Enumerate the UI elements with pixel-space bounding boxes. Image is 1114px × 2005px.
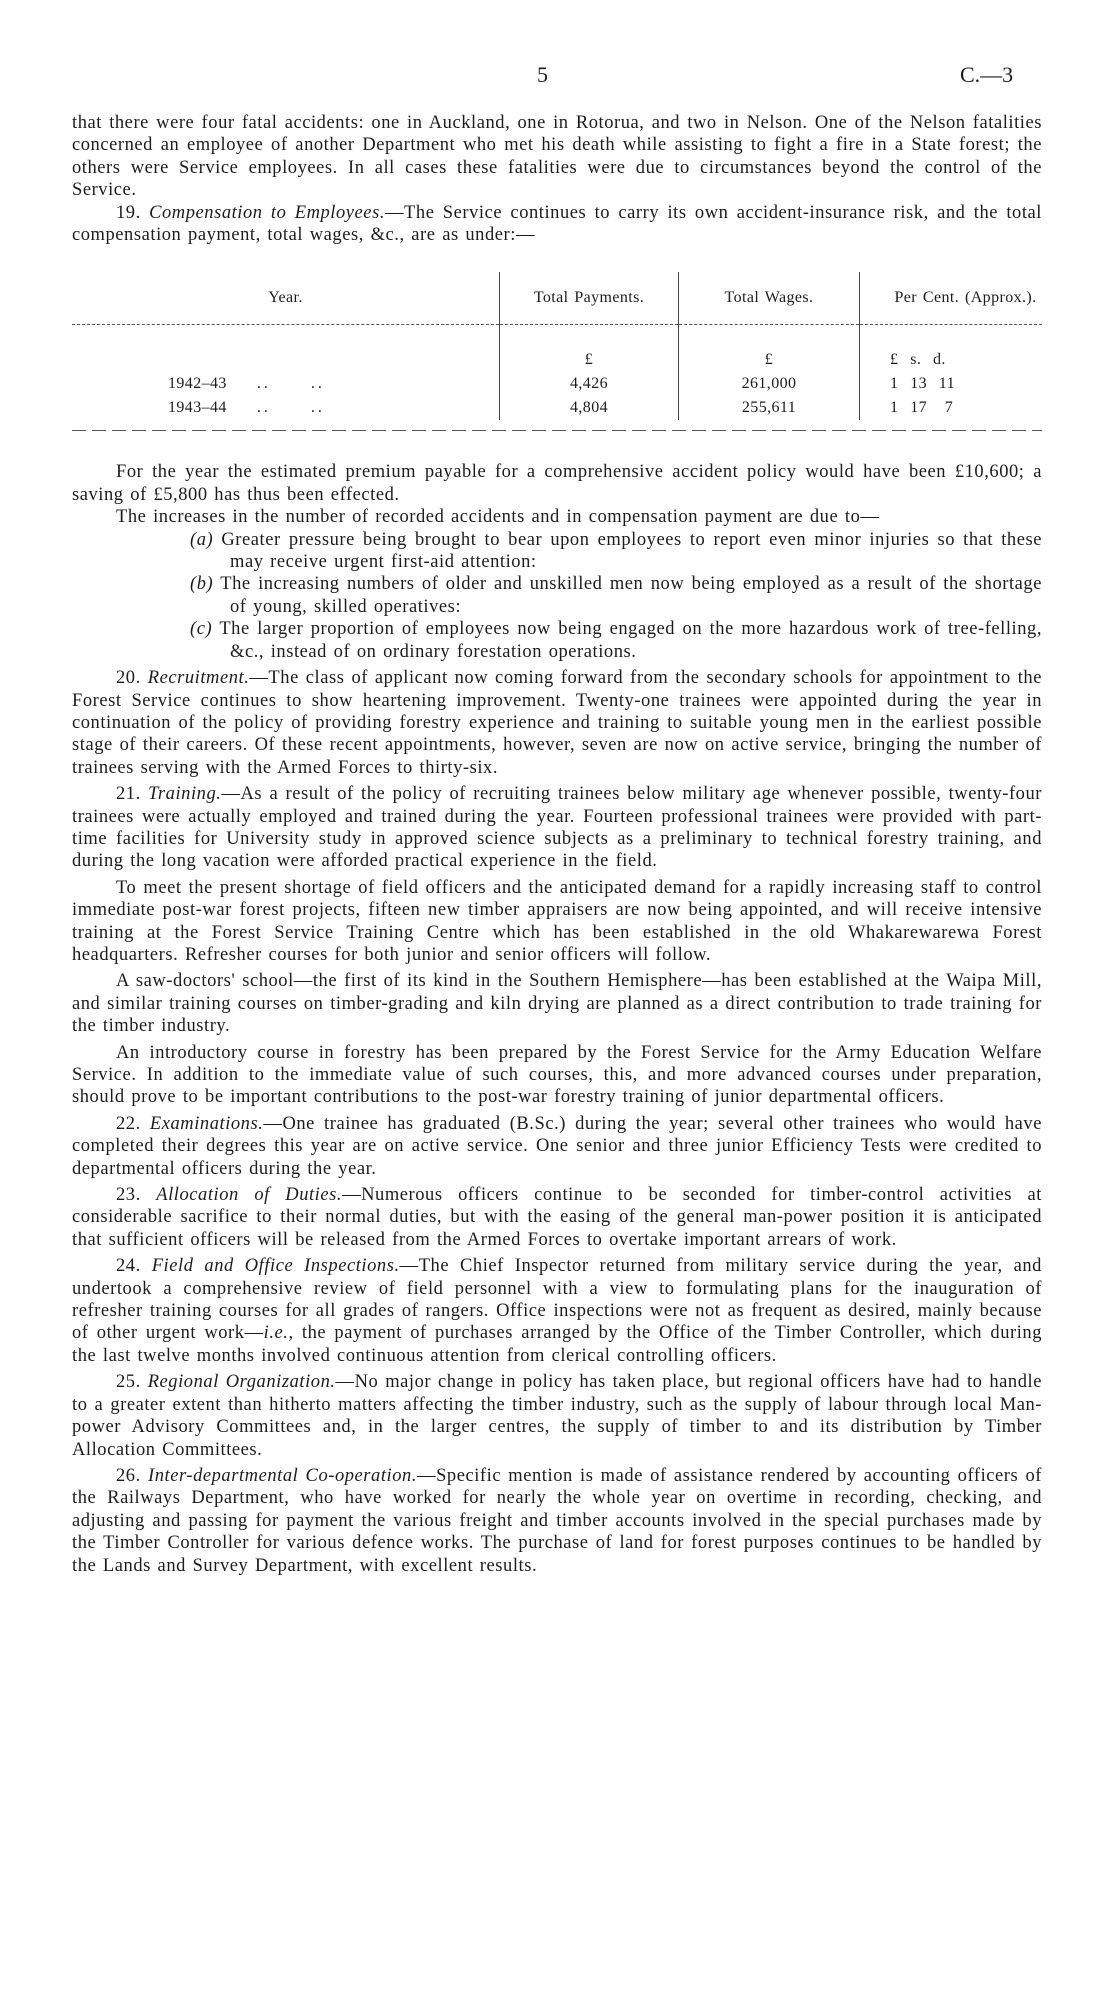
list-item [72, 529, 1042, 574]
table-bottom-rule [72, 430, 1042, 431]
col-header-payments: Total Payments. [500, 272, 679, 325]
section-number: 25. [116, 1372, 141, 1393]
section-heading: Field and Office Inspections. [151, 1256, 400, 1277]
list-text: The larger proportion of employees now being engaged on the more hazardous work of tree-felling, &c., instead of on ordinary forestation operations. [219, 619, 1043, 662]
training-paragraph: To meet the present shortage of field officers and the anticipated demand for a rapidly increasing staff to control immediate post-war forest projects, fifteen new timber appraisers are now being appointed, and will receive intensive training at the Forest Service Training Centre which has been established in the old Whakarewarewa Forest headquarters. Refresher courses for both junior and senior officers will follow. [72, 877, 1042, 965]
section-heading: Examinations. [149, 1113, 264, 1134]
ie-abbreviation: i.e. [263, 1323, 289, 1344]
section-heading: Compensation to Employees. [149, 202, 385, 223]
section-25 [72, 1371, 1042, 1461]
section-21 [72, 783, 1042, 873]
leader-dots: .. [310, 375, 325, 393]
reasons-list [72, 529, 1042, 663]
row-wages: 255,611 [679, 396, 860, 420]
document-reference: C.—3 [960, 62, 1014, 87]
row-percent: 1 17 7 [860, 396, 1043, 420]
section-heading: Allocation of Duties. [156, 1185, 343, 1206]
leader-dots: .. [256, 375, 271, 393]
section-text: —The Chief Inspector returned from military service during the year, and undertook a comprehensive review of field personnel with a view to formulating plans for the inauguration of refresher training courses for all grades of rangers. Office inspections were not as frequent as desired, mainly because of other urgent work— [72, 1256, 1042, 1344]
list-text: The increasing numbers of older and unskilled men now being employed as a result of the shortage of young, skilled operatives: [220, 574, 1042, 617]
list-marker: (c) [190, 619, 213, 640]
table-header-row [72, 272, 1042, 325]
page-header [0, 62, 1114, 90]
unit-wages: £ [679, 325, 860, 373]
section-text: —Numerous officers continue to be seconded for timber-control activities at considerable sacrifice to their normal duties, but with the easing of the general man-power position it is anticipated that sufficient officers will be released from the Armed Forces to overtake important arrears of work. [72, 1185, 1042, 1250]
section-24 [72, 1255, 1042, 1367]
col-header-percent: Per Cent. (Approx.). [860, 272, 1043, 325]
section-heading: Regional Organization. [147, 1372, 336, 1393]
compensation-table [72, 272, 1042, 420]
section-number: 19. [116, 202, 141, 223]
section-text: —No major change in policy has taken place, but regional officers have had to handle to a greater extent than hitherto matters affecting the timber industry, such as the supply of labour through local Man-power Advisory Committees and, in the larger centres, the supply of timber to and its distribution by Timber Allocation Committees. [72, 1372, 1042, 1460]
list-marker: (b) [190, 574, 214, 595]
col-header-year: Year. [72, 272, 500, 325]
section-heading: Inter-departmental Co-operation. [148, 1465, 418, 1486]
section-number: 21. [116, 784, 141, 805]
section-heading: Recruitment. [147, 668, 250, 689]
list-marker: (a) [190, 529, 214, 550]
body-column [72, 112, 1042, 1577]
section-number: 22. [116, 1113, 141, 1134]
row-payments: 4,426 [500, 372, 679, 396]
section-text: , the payment of purchases arranged by the Office of the Timber Controller, which during the last twelve months involved continuous attention from clerical controlling officers. [72, 1323, 1042, 1366]
row-year: 1942–43 [168, 375, 227, 393]
section-text: —As a result of the policy of recruiting trainees below military age whenever possible, twenty-four trainees were actually employed and trained during the year. Fourteen professional trainees were provided with part-time facilities for University study in approved science subjects as a preliminary to technical forestry training, and during the long vacation were afforded practical experience in the field. [72, 784, 1042, 872]
col-header-wages: Total Wages. [679, 272, 860, 325]
list-item [72, 573, 1042, 618]
intro-paragraph: that there were four fatal accidents: one in Auckland, one in Rotorua, and two in Nelson. One of the Nelson fatalities concerned an employee of another Department who met his death while assisting to fight a fire in a State forest; the others were Service employees. In all cases these fatalities were due to circumstances beyond the control of the Service. [72, 113, 1042, 201]
page-number: 5 [537, 62, 548, 87]
unit-percent: £ s. d. [860, 325, 1043, 373]
section-text: —One trainee has graduated (B.Sc.) during the year; several other trainees who would have completed their degrees this year are on active service. One senior and three junior Efficiency Tests were credited to departmental officers during the year. [72, 1113, 1042, 1179]
section-number: 23. [116, 1185, 141, 1206]
section-text: —The class of applicant now coming forward from the secondary schools for appointment to the Forest Service continues to show heartening improvement. Twenty-one trainees were appointed during the year in continuation of the policy of providing forestry experience and training to suitable young men in the earliest possible stage of their careers. Of these recent appointments, however, seven are now on active service, bringing the number of trainees serving with the Armed Forces to thirty-six. [72, 668, 1042, 778]
row-wages: 261,000 [679, 372, 860, 396]
table-units-row [72, 325, 1042, 373]
row-payments: 4,804 [500, 396, 679, 420]
table-row [72, 372, 1042, 396]
section-text: —The Service continues to carry its own accident-insurance risk, and the total compensation payment, total wages, &c., are as under:— [72, 202, 1042, 246]
section-number: 26. [116, 1465, 141, 1486]
unit-payments: £ [500, 325, 679, 373]
section-heading: Training. [148, 784, 222, 805]
section-19 [72, 202, 1042, 247]
row-year: 1943–44 [168, 399, 227, 417]
section-26 [72, 1465, 1042, 1577]
section-number: 20. [116, 668, 141, 689]
section-text: —Specific mention is made of assistance rendered by accounting officers of the Railways Department, who have worked for nearly the whole year on overtime in recording, checking, and adjusting and passing for payment the various freight and timber accounts involved in the special purchases made by the Timber Controller for various defence works. The purchase of land for forest purposes continues to be handled by the Lands and Survey Department, with excellent results. [72, 1465, 1042, 1576]
section-number: 24. [116, 1256, 141, 1277]
premium-paragraph: For the year the estimated premium payable for a comprehensive accident policy would have been £10,600; a saving of £5,800 has thus been effected. [72, 462, 1042, 505]
table-row [72, 396, 1042, 420]
training-paragraph: A saw-doctors' school—the first of its kind in the Southern Hemisphere—has been established at the Waipa Mill, and similar training courses on timber-grading and kiln drying are planned as a direct contribution to trade training for the timber industry. [72, 971, 1042, 1037]
increases-paragraph: The increases in the number of recorded accidents and in compensation payment are due to— [116, 507, 880, 528]
section-23 [72, 1184, 1042, 1251]
list-item [72, 618, 1042, 663]
leader-dots: .. [310, 399, 325, 417]
row-percent: 1 13 11 [860, 372, 1043, 396]
list-text: Greater pressure being brought to bear upon employees to report even minor injuries so that these may receive urgent first-aid attention: [221, 529, 1042, 573]
training-paragraph: An introductory course in forestry has been prepared by the Forest Service for the Army Education Welfare Service. In addition to the immediate value of such courses, this, and more advanced courses under preparation, should prove to be important contributions to the post-war forestry training of junior departmental officers. [72, 1042, 1042, 1108]
section-22 [72, 1113, 1042, 1180]
leader-dots: .. [256, 399, 271, 417]
section-20 [72, 667, 1042, 779]
